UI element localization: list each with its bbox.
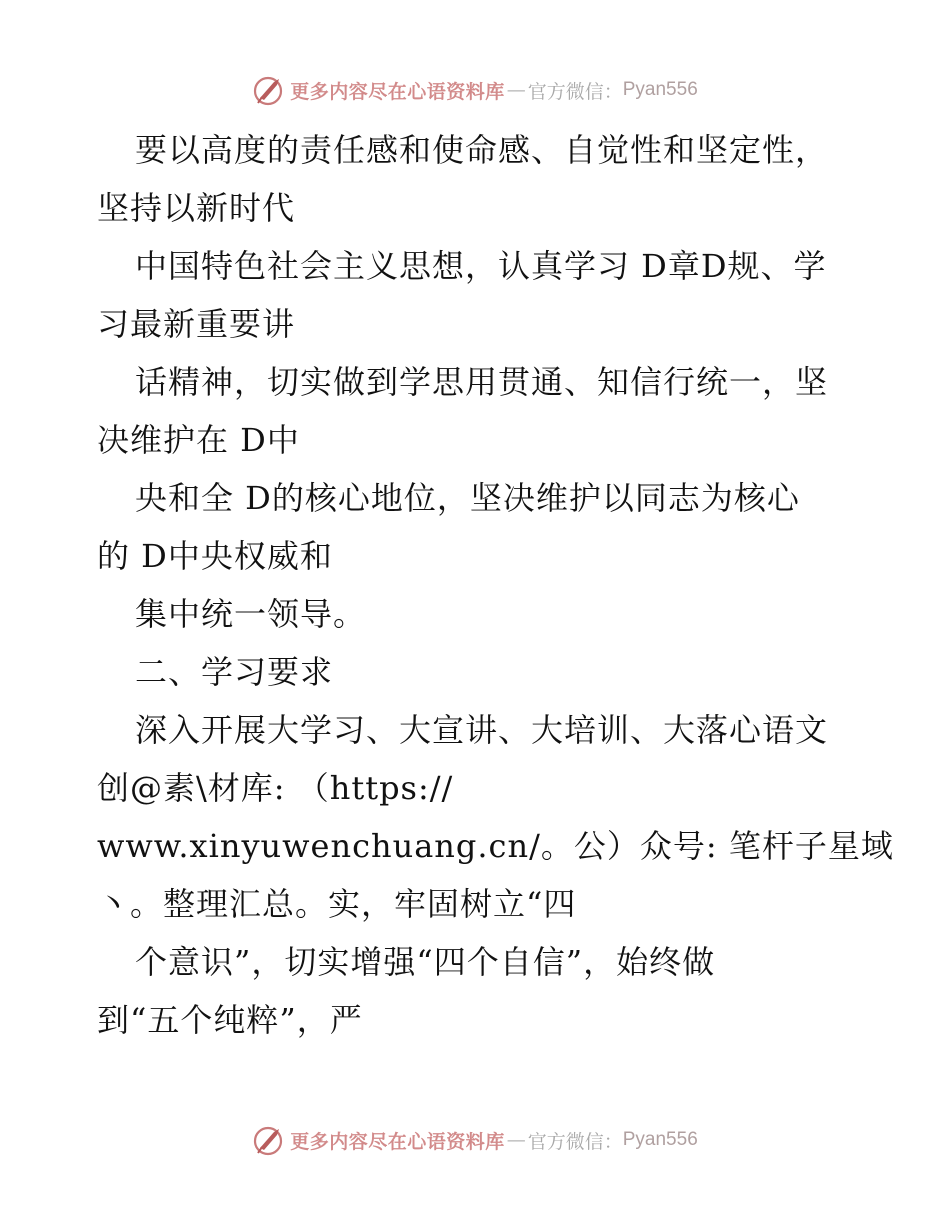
text-line: 话精神，切实做到学思用贯通、知信行统一，坚: [135, 363, 829, 401]
section-heading: 二、学习要求: [135, 653, 334, 691]
watermark-text: 更多内容尽在心语资料库: [290, 80, 505, 103]
text-line: 丶。整理汇总。实，牢固树立“四: [97, 885, 577, 923]
footer-watermark: [0, 1120, 950, 1160]
watermark-separator: —: [506, 79, 526, 101]
watermark-suffix: 官方微信：: [527, 80, 623, 103]
watermark-wechat-id: Pyan556: [622, 79, 698, 100]
quill-logo-icon: [252, 1123, 286, 1157]
quill-logo-icon: [252, 73, 286, 107]
header-watermark: [0, 70, 950, 110]
text-line: 个意识”，切实增强“四个自信”，始终做: [135, 943, 716, 981]
watermark-text: 更多内容尽在心语资料库: [290, 1130, 505, 1153]
watermark-suffix: 官方微信：: [527, 1130, 623, 1153]
watermark-separator: —: [506, 1129, 526, 1151]
watermark-wechat-id: Pyan556: [622, 1129, 698, 1150]
text-line: 深入开展大学习、大宣讲、大培训、大落心语文: [135, 711, 829, 749]
text-line: 中国特色社会主义思想，认真学习 D章D规、学: [135, 247, 827, 285]
document-body: [97, 121, 894, 1049]
text-line: 的 D中央权威和: [97, 537, 333, 575]
text-line: www.xinyuwenchuang.cn/。公）众号: 笔杆子星域: [97, 827, 894, 865]
text-line: 坚持以新时代: [97, 189, 296, 227]
text-line: 决维护在 D中: [97, 421, 300, 459]
text-line: 到“五个纯粹”，严: [97, 1001, 363, 1039]
text-line: 集中统一领导。: [135, 595, 367, 633]
text-line: 要以高度的责任感和使命感、自觉性和坚定性，: [135, 131, 829, 169]
text-line: 习最新重要讲: [97, 305, 296, 343]
text-line: 创@素\材库: （https://: [97, 769, 454, 807]
text-line: 央和全 D的核心地位，坚决维护以同志为核心: [135, 479, 800, 517]
